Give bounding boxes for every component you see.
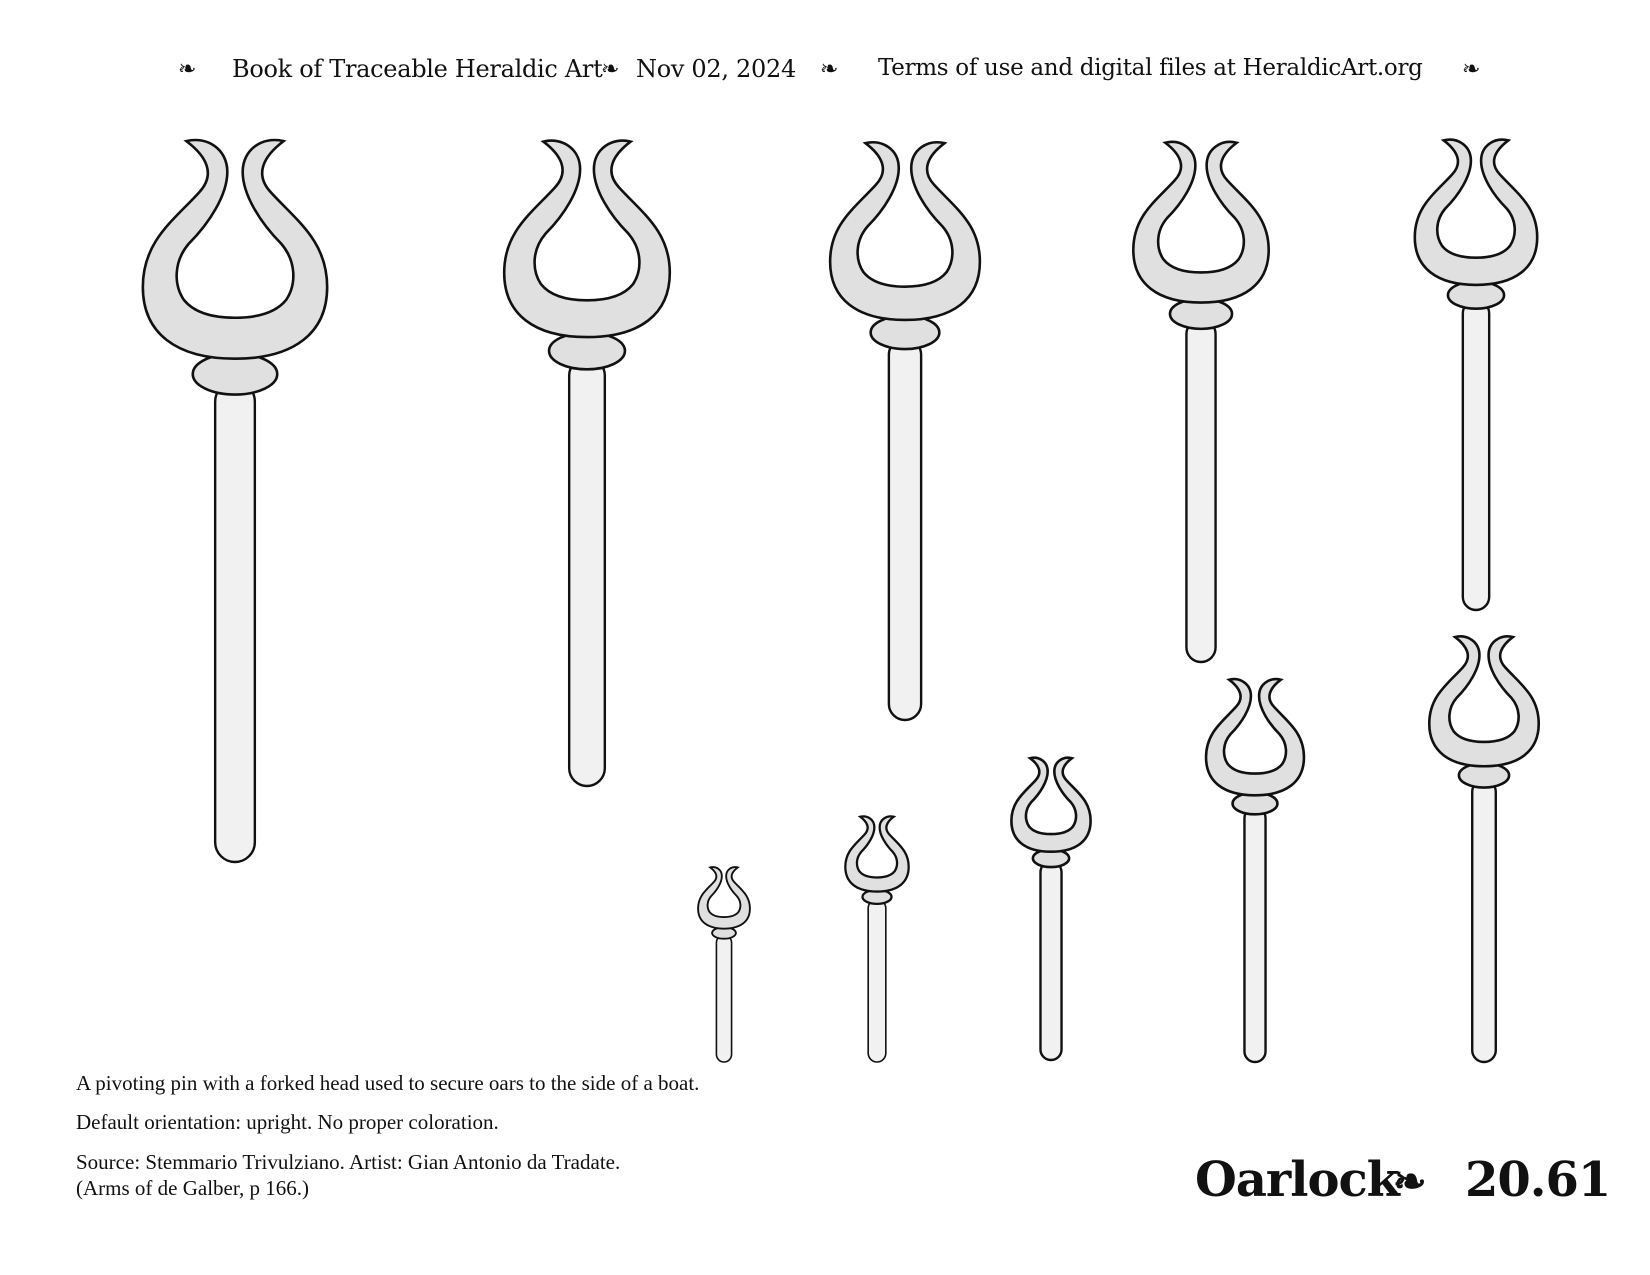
terms-of-use: Terms of use and digital files at HeraldicArt.org	[878, 55, 1423, 81]
fleuron-ornament-icon: ❧	[601, 57, 620, 82]
source-line: Source: Stemmario Trivulziano. Artist: Gian Antonio da Tradate.	[76, 1150, 621, 1174]
oarlock-shaft	[215, 382, 255, 862]
description-line: A pivoting pin with a forked head used to secure oars to the side of a boat.	[76, 1071, 700, 1095]
oarlock-fork	[830, 142, 980, 320]
oarlock-shaft	[716, 935, 731, 1062]
plate-name: Oarlock	[1195, 1152, 1399, 1208]
oarlock-fork	[143, 140, 327, 359]
oarlock-icon	[143, 140, 327, 862]
oarlock-icon	[1429, 636, 1538, 1062]
oarlock-shaft	[1244, 808, 1265, 1062]
oarlock-icon	[1011, 758, 1090, 1060]
oarlock-shaft	[1472, 780, 1496, 1062]
publication-date: Nov 02, 2024	[636, 55, 796, 83]
oarlock-head	[143, 140, 327, 395]
oarlock-fork	[1133, 142, 1268, 303]
oarlock-fork	[1429, 636, 1538, 766]
oarlock-head	[830, 142, 980, 349]
oarlock-shaft	[1186, 319, 1215, 662]
oarlock-head	[845, 816, 908, 904]
oarlock-icon	[1206, 679, 1304, 1062]
oarlock-fork	[1206, 679, 1304, 795]
oarlock-icon	[504, 141, 670, 786]
oarlock-icon	[845, 816, 908, 1062]
oarlock-shaft	[569, 358, 605, 786]
oarlock-shaft	[1040, 862, 1061, 1060]
oarlock-head	[1415, 140, 1537, 309]
orientation-line: Default orientation: upright. No proper coloration.	[76, 1110, 499, 1134]
oarlock-fork	[504, 141, 670, 338]
oarlock-shaft	[868, 899, 886, 1062]
oarlock-head	[1429, 636, 1538, 787]
plate-title	[1195, 1152, 1611, 1216]
oarlock-head	[504, 141, 670, 370]
oarlock-icon	[830, 142, 980, 720]
source-reference-line: (Arms of de Galber, p 166.)	[76, 1176, 310, 1200]
oarlock-shaft	[1463, 300, 1489, 610]
fleuron-ornament-icon: ❧	[820, 57, 839, 82]
fleuron-ornament-icon: ❧	[1462, 57, 1481, 82]
oarlock-head	[698, 867, 750, 939]
oarlock-shaft	[889, 339, 921, 720]
oarlock-fork	[698, 867, 750, 929]
plate-number: 20.61	[1465, 1152, 1611, 1208]
oarlock-icon	[1415, 140, 1537, 610]
fleuron-ornament-icon: ❧	[178, 57, 197, 82]
oarlock-fork	[1415, 140, 1537, 285]
oarlock-head	[1011, 758, 1090, 867]
oarlock-head	[1133, 142, 1268, 329]
oarlock-head	[1206, 679, 1304, 814]
oarlock-icon	[1133, 142, 1268, 662]
oarlock-fork	[845, 816, 908, 891]
oarlock-fork	[1011, 758, 1090, 852]
oarlock-icon	[698, 867, 750, 1062]
book-title: Book of Traceable Heraldic Art	[232, 55, 603, 83]
fleuron-ornament-icon: ❧	[1393, 1158, 1426, 1205]
